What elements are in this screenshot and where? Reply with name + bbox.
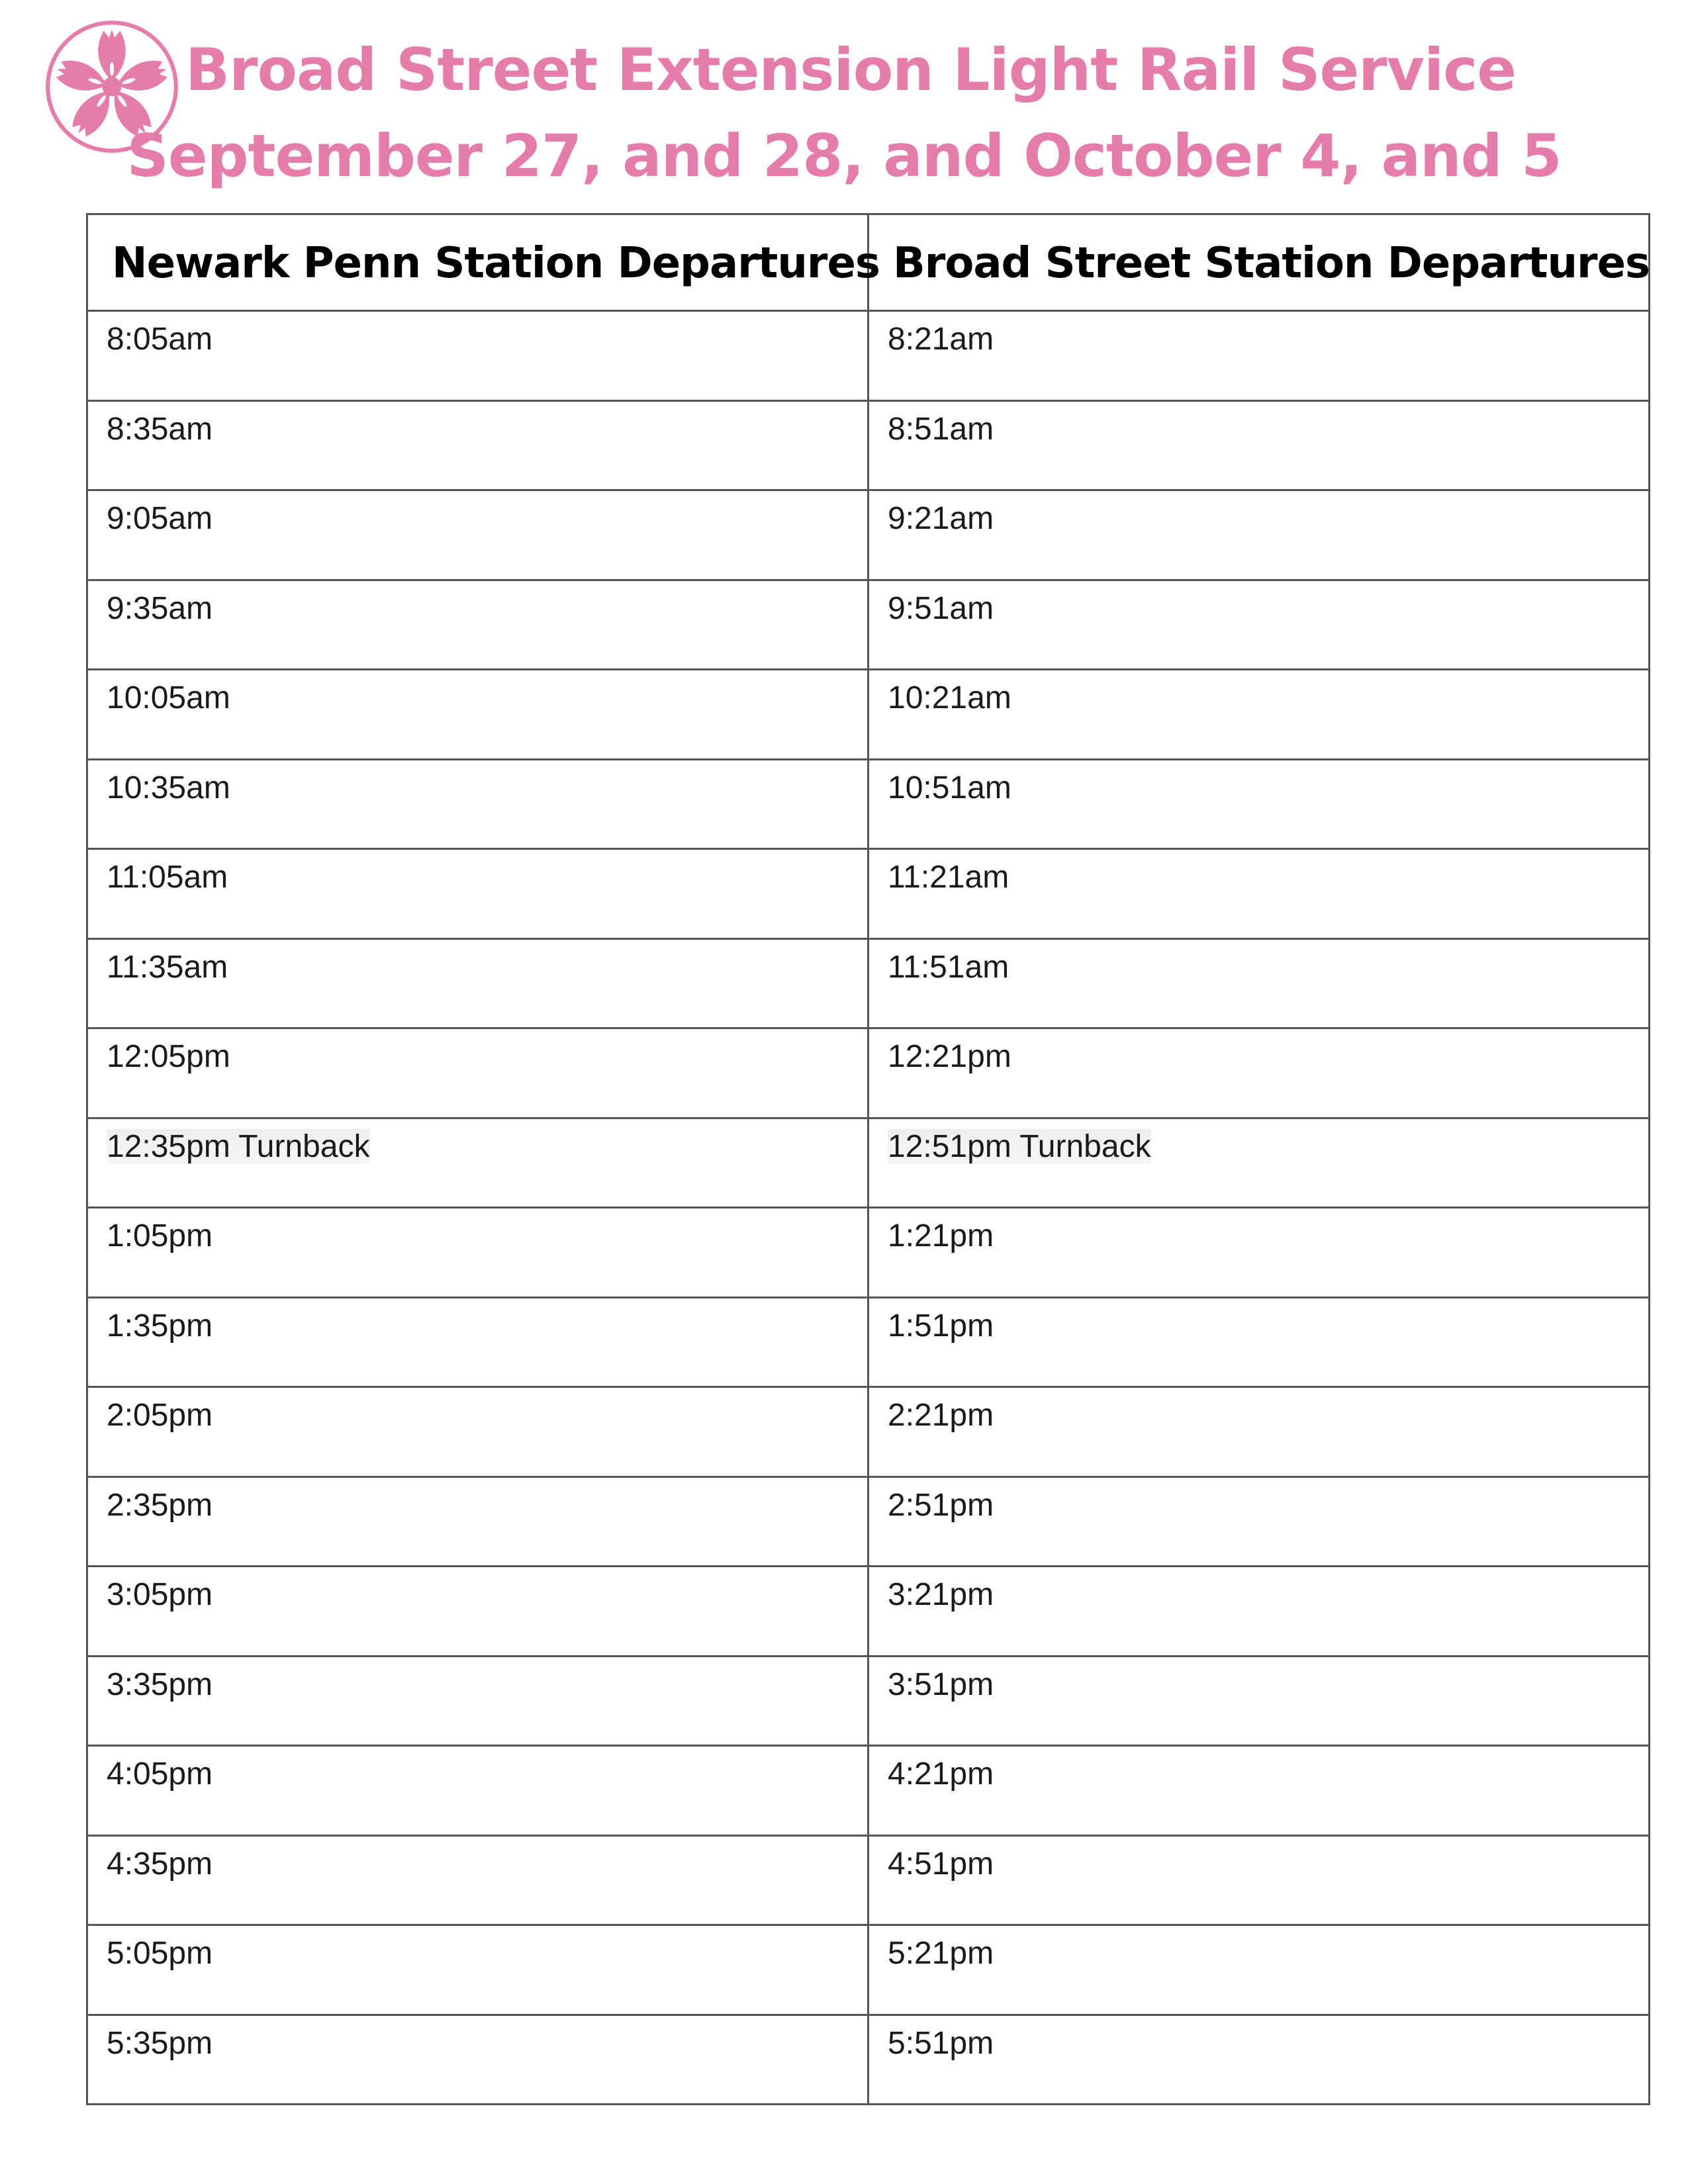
table-row-turnback [87,1118,1650,1208]
broad-street-departure: 8:21am [868,311,1650,401]
broad-street-departure: 3:51pm [868,1656,1650,1746]
page-header [0,0,1688,205]
table-row [87,1925,1650,2015]
newark-penn-departure: 9:35am [87,580,868,670]
page-title: Broad Street Extension Light Rail Service [185,36,1516,104]
newark-penn-departure: 3:35pm [87,1656,868,1746]
newark-penn-departure: 10:05am [87,670,868,760]
table-row [87,1387,1650,1477]
broad-street-departure: 10:51am [868,759,1650,849]
newark-penn-departure: 5:35pm [87,2015,868,2105]
broad-street-departure: 8:51am [868,400,1650,490]
table-row [87,1567,1650,1657]
broad-street-departure-turnback: 12:51pm Turnback [868,1118,1650,1208]
broad-street-departure: 2:51pm [868,1477,1650,1567]
newark-penn-departure: 4:05pm [87,1746,868,1836]
newark-penn-departure: 4:35pm [87,1835,868,1925]
broad-street-departure: 9:51am [868,580,1650,670]
newark-penn-departure: 3:05pm [87,1567,868,1657]
broad-street-departure: 11:51am [868,938,1650,1028]
table-row [87,1297,1650,1387]
schedule-table [86,213,1650,2105]
table-row [87,400,1650,490]
broad-street-departure: 12:21pm [868,1028,1650,1118]
newark-penn-departure: 8:05am [87,311,868,401]
broad-street-departure: 9:21am [868,490,1650,580]
table-row [87,2015,1650,2105]
broad-street-departure: 1:21pm [868,1208,1650,1298]
broad-street-departure: 11:21am [868,849,1650,939]
table-row [87,759,1650,849]
table-row [87,580,1650,670]
broad-street-departure: 5:51pm [868,2015,1650,2105]
column-header-newark-penn: Newark Penn Station Departures [87,214,868,311]
broad-street-departure: 5:21pm [868,1925,1650,2015]
newark-penn-departure: 11:35am [87,938,868,1028]
broad-street-departure: 2:21pm [868,1387,1650,1477]
broad-street-departure: 4:21pm [868,1746,1650,1836]
table-row [87,1656,1650,1746]
table-row [87,1208,1650,1298]
table-row [87,490,1650,580]
table-row [87,1477,1650,1567]
newark-penn-departure: 1:35pm [87,1297,868,1387]
table-row [87,1835,1650,1925]
newark-penn-departure: 9:05am [87,490,868,580]
service-dates: September 27, and 28, and October 4, and 5 [126,122,1562,190]
table-row [87,311,1650,401]
newark-penn-departure-turnback: 12:35pm Turnback [87,1118,868,1208]
broad-street-departure: 3:21pm [868,1567,1650,1657]
broad-street-departure: 1:51pm [868,1297,1650,1387]
table-row [87,938,1650,1028]
table-header-row [87,214,1650,311]
newark-penn-departure: 8:35am [87,400,868,490]
newark-penn-departure: 1:05pm [87,1208,868,1298]
column-header-broad-street: Broad Street Station Departures [868,214,1650,311]
broad-street-departure: 10:21am [868,670,1650,760]
newark-penn-departure: 5:05pm [87,1925,868,2015]
newark-penn-departure: 2:05pm [87,1387,868,1477]
table-row [87,1028,1650,1118]
table-row [87,849,1650,939]
newark-penn-departure: 11:05am [87,849,868,939]
broad-street-departure: 4:51pm [868,1835,1650,1925]
newark-penn-departure: 2:35pm [87,1477,868,1567]
newark-penn-departure: 10:35am [87,759,868,849]
table-row [87,670,1650,760]
newark-penn-departure: 12:05pm [87,1028,868,1118]
table-row [87,1746,1650,1836]
